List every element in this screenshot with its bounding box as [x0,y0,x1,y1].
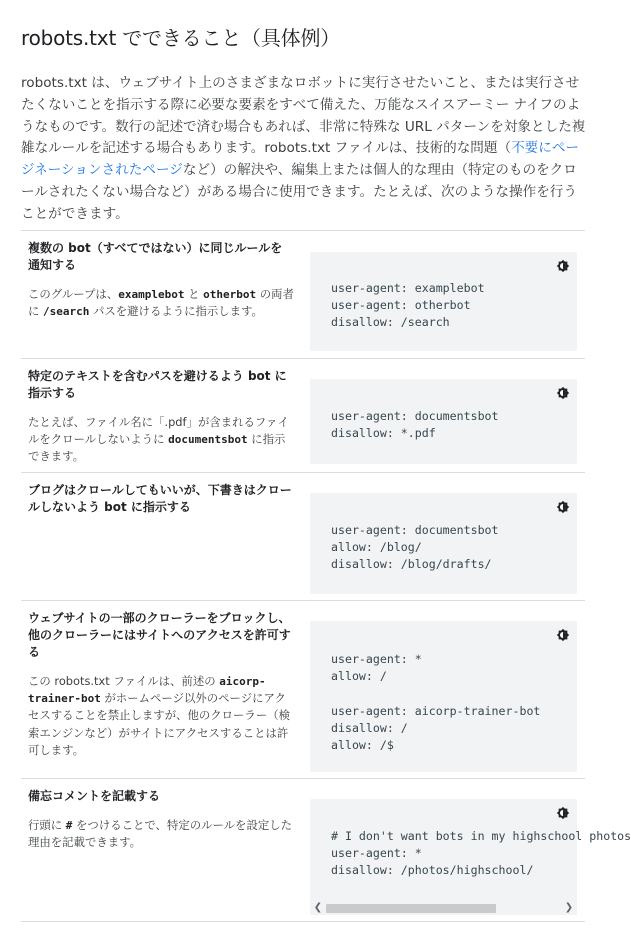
code-block[interactable] [310,252,577,351]
code-text: user-agent: examplebot user-agent: otherbot disallow: /search [331,281,485,330]
example-title: ブログはクロールしてもいいが、下書きはクロールしないよう bot に指示する [28,483,292,514]
example-row [21,358,585,473]
code-block[interactable] [310,621,577,772]
dark-mode-toggle-icon[interactable] [555,258,571,274]
dark-mode-toggle-icon[interactable] [555,627,571,643]
intro-text: robots.txt は、ウェブサイト上のさまざまなロボットに実行させたいこと、または実行させたくないことを指示する際に必要な要素をすべて備えた、万能なスイスアーミー ナイフのようなものです。数行の記述で済む場合もあれば、非常に特殊な URL パターンを対象とした複雑なルールを記述する場合もあります。robots.txt ファイルは、技術的な問題（ [21,75,586,157]
inline-code: otherbot [203,288,257,301]
example-row [21,778,631,922]
inline-code: examplebot [118,288,185,301]
description-text: 行頭に [28,818,66,832]
inline-code: # [65,819,73,832]
dark-mode-toggle-icon[interactable] [555,499,571,515]
example-description [28,673,294,759]
inline-code: /search [43,305,90,319]
example-row [21,230,585,359]
example-title: 複数の bot（すべてではない）に同じルールを通知する [28,241,283,272]
example-text [28,368,294,466]
code-block[interactable] [310,799,631,915]
inline-code: documentsbot [168,433,248,447]
scrollbar-thumb[interactable] [326,904,496,913]
code-block[interactable] [310,493,577,594]
chevron-left-icon[interactable]: ❮ [313,902,323,913]
description-text: の両者に [28,287,294,319]
description-text: この robots.txt ファイルは、前述の [28,674,220,688]
pagination-link[interactable]: 不要にページネーションされたページ [21,140,580,179]
example-row [21,472,585,601]
example-text [28,788,294,851]
description-text: たとえば、ファイル名に「.pdf」が含まれるファイルをクロールしないように [28,415,289,447]
dark-mode-toggle-icon[interactable] [555,385,571,401]
code-text: user-agent: * allow: / user-agent: aicorp-trainer-bot disallow: / allow: /$ [331,652,541,753]
example-description [28,414,294,466]
page-title: robots.txt でできること（具体例） [21,26,341,50]
horizontal-scrollbar[interactable] [310,901,577,915]
description-text: パスを避けるように指示します。 [89,304,263,319]
example-title: 特定のテキストを含むパスを避けるよう bot に指示する [28,369,287,400]
example-title: 備忘コメントを記載する [28,789,161,803]
example-title: ウェブサイトの一部のクローラーをブロックし、他のクローラーにはサイトへのアクセスを許可する [28,611,291,659]
description-text: に指示できます。 [28,432,286,464]
intro-paragraph [21,73,586,226]
description-text: と [184,287,204,301]
code-block[interactable] [310,379,577,464]
example-text [28,610,294,759]
description-text: このグループは、 [28,287,119,301]
example-text [28,240,294,320]
code-text: # I don't want bots in my highschool photos user-agent: * disallow: /photos/highschool/ [331,829,631,878]
example-text [28,482,294,516]
intro-text-continued: など）の解決や、編集上または個人的な理由（特定のものをクロールされたくない場合など）がある場合に使用できます。たとえば、次のような操作を行うことができます。 [21,162,577,222]
code-text: user-agent: documentsbot disallow: *.pdf [331,409,499,441]
description-text: をつけることで、特定のルールを設定した理由を記載できます。 [28,818,293,850]
dark-mode-toggle-icon[interactable] [555,805,571,821]
inline-code: aicorp-trainer-bot [28,675,266,706]
example-description [28,817,294,851]
example-row [21,600,585,779]
chevron-right-icon[interactable]: ❯ [564,902,574,913]
code-text: user-agent: documentsbot allow: /blog/ disallow: /blog/drafts/ [331,523,499,572]
example-description [28,286,294,320]
description-text: がホームページ以外のページにアクセスすることを禁止しますが、他のクローラー（検索エンジンなど）がサイトにアクセスすることは許可します。 [28,691,290,757]
